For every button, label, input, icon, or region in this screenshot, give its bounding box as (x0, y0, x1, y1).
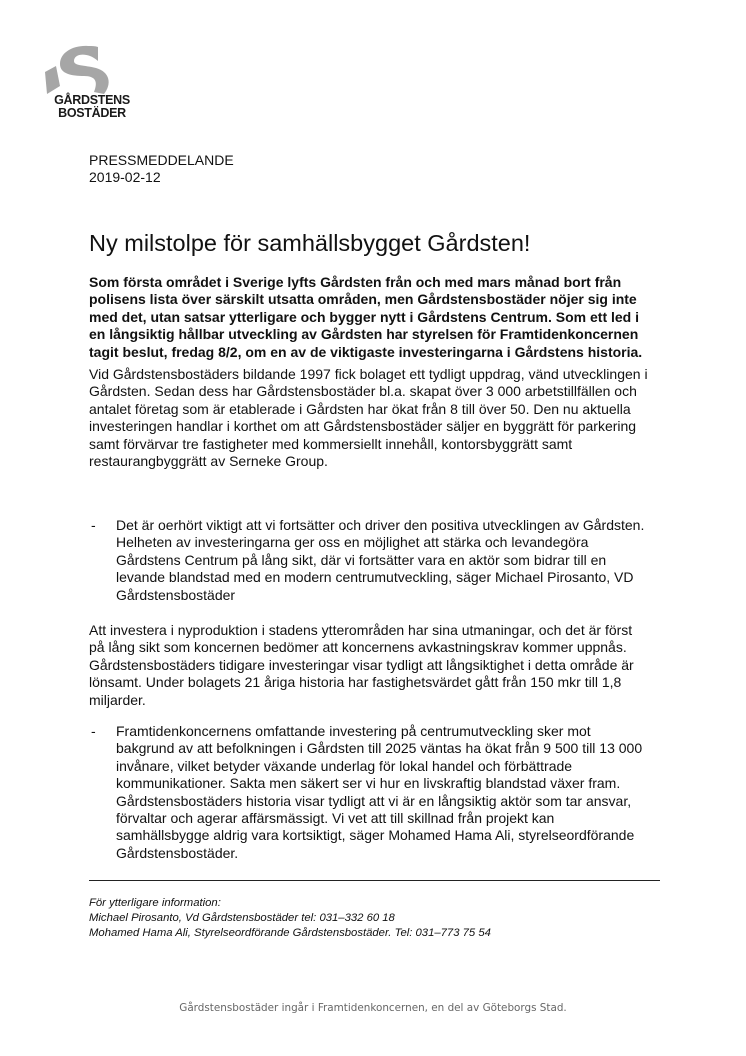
logo-text-line2: BOSTÄDER (58, 106, 126, 120)
lead-paragraph: Som första området i Sverige lyfts Gårdsten från och med mars månad bort från polisens lista över särskilt utsatta områden, men Gårdstensbostäder nöjer sig inte med det, utan satsar ytterligare och bygger nytt i Gårdstens Centrum. Som ett led i en långsiktig hållbar utveckling av Gårdsten har styrelsen för Framtidenkoncernen tagit beslut, fredag 8/2, om en av de viktigaste investeringarna i Gårdstens historia. (89, 274, 643, 360)
page-footer: Gårdstensbostäder ingår i Framtidenkoncernen, en del av Göteborgs Stad. (179, 1002, 567, 1014)
contact-person-1: Michael Pirosanto, Vd Gårdstensbostäder tel: 031–332 60 18 (89, 912, 395, 924)
contact-person-2: Mohamed Hama Ali, Styrelseordförande Gårdstensbostäder. Tel: 031–773 75 54 (89, 927, 491, 939)
contact-heading: För ytterligare information: (89, 897, 221, 909)
quote-dash: - (91, 517, 96, 533)
quote-block-2 (89, 723, 649, 862)
press-label: PRESSMEDDELANDE (89, 152, 234, 168)
page-title: Ny milstolpe för samhällsbygget Gårdsten! (89, 230, 531, 256)
divider (89, 880, 660, 881)
contact-info (89, 896, 689, 941)
quote-text-2: Framtidenkoncernens omfattande investering på centrumutveckling sker mot bakgrund av att befolkningen i Gårdsten till 2025 väntas ha ökat från 9 500 till 13 000 invånare, vilket betyder växande underlag för lokal handel och förbättrade kommunikationer. Sakta men säkert ser vi hur en livskraftig blandstad växer fram. Gårdstensbostäders historia visar tydligt att vi är en långsiktig aktör som tar ansvar, förvaltar och agerar affärsmässigt. Vi vet att till skillnad från projekt kan samhällsbygge aldrig vara kortsiktigt, säger Mohamed Hama Ali, styrelseordförande Gårdstensbostäder. (116, 723, 643, 861)
body-paragraph-2: Att investera i nyproduktion i stadens ytterområden har sina utmaningar, och det är först på lång sikt som koncernen bedömer att koncernens avkastningskrav kommer uppnås. Gårdstensbostäders tidigare investeringar visar tydligt att långsiktighet i detta område är lönsamt. Under bolagets 21 åriga historia har fastighetsvärdet gått från 150 mkr till 1,8 miljarder. (89, 622, 634, 708)
press-header (89, 152, 649, 186)
quote-block-1 (89, 517, 649, 604)
body-paragraph-1: Vid Gårdstensbostäders bildande 1997 fick bolaget ett tydligt uppdrag, vänd utvecklingen i Gårdsten. Sedan dess har Gårdstensbostäder bl.a. skapat över 3 000 arbetstillfällen och antalet företag som är etablerade i Gårdsten har ökat från 8 till över 50. Den nu aktuella investeringen handlar i korthet om att Gårdstensbostäder säljer en byggrätt för parkering samt förvärvar tre fastigheter med kommersiellt innehåll, kontorsbyggrätt samt restaurangbyggrätt av Serneke Group. (89, 366, 648, 470)
press-date: 2019-02-12 (89, 169, 161, 185)
quote-text-1: Det är oerhört viktigt att vi fortsätter och driver den positiva utvecklingen av Gårdsten. Helheten av investeringarna ger oss en möjlighet att stärka och levandegöra Gårdstens Centrum på lång sikt, där vi fortsätter vara en aktör som bidrar till en levande blandstad med en modern centrumutveckling, säger Michael Pirosanto, VD Gårdstensbostäder (116, 517, 645, 603)
logo-text-line1: GÅRDSTENS (54, 93, 130, 107)
quote-dash: - (91, 723, 96, 739)
company-logo (40, 42, 136, 130)
